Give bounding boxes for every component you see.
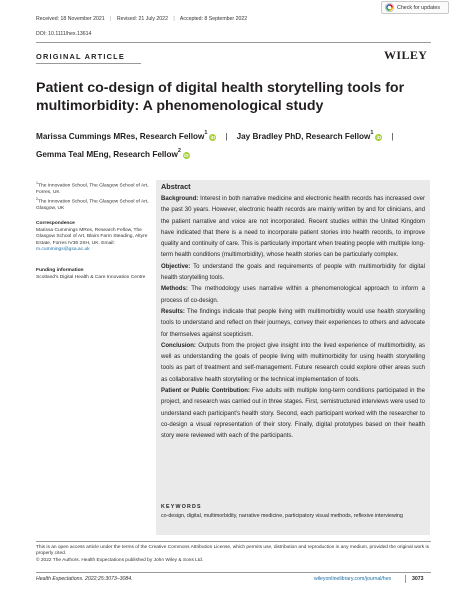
section-label: Results: — [161, 308, 185, 315]
article-type-rule — [36, 63, 141, 64]
author-list — [36, 128, 431, 163]
section-label: Background: — [161, 196, 199, 202]
abstract-methods — [161, 284, 425, 307]
journal-citation: Health Expectations. 2022;25:3073–3084. — [36, 576, 133, 582]
received-date: Received: 18 November 2021 — [36, 16, 105, 22]
section-text: Interest in both narrative medicine and electronic health records has increased over the past 30 years. However, electronic health records are mainly written by and for clinicians, and the patient narrative and voice are not incorporated. Recent studies within the United Kingdom have indicated that there is a need to incorporate patient stories into health records, to improve quality and continuity of care. This is particularly important when treating people with multiple long-term health conditions (multimorbidity), whose health stories can be particularly complex. — [161, 196, 426, 259]
abstract-heading: Abstract — [161, 182, 191, 191]
affiliation-number: 2 — [36, 197, 38, 201]
author-name: Marissa Cummings MRes, Research Fellow — [36, 132, 205, 141]
keywords-text: co-design, digital, multimorbidity, narrative medicine, participatory visual methods, reflexive interviewing — [161, 513, 403, 519]
funding-heading: Funding information — [36, 268, 84, 273]
author-name: Jay Bradley PhD, Research Fellow — [236, 132, 371, 141]
abstract-background — [161, 194, 425, 262]
accepted-date: Accepted: 8 September 2022 — [179, 16, 248, 22]
author-affil-ref: 1 — [370, 130, 374, 137]
publication-dates — [36, 16, 251, 22]
check-updates-label: Check for updates — [397, 4, 440, 11]
section-label: Conclusion: — [161, 342, 196, 349]
section-label: Objective: — [161, 263, 191, 270]
orcid-icon[interactable]: iD — [376, 135, 382, 140]
affiliation-text: The Innovation School, The Glasgow School of Art, Forres, UK — [36, 183, 149, 195]
correspondence-address: Marissa Cummings MRes, Research Fellow, The Glasgow School of Art, Blairs Farm Steading, Altyre Estate, Forres IV36 2SH, UK. — [36, 228, 148, 246]
section-text: Five adults with multiple long-term conditions participated in the project, and research was carried out in three stages. First, semistructured interviews were used to understand each participant's health story. Second, each participant worked with the researcher to co-design a visual representation of their story. Finally, digital prototypes based on their health story were reviewed with each of the participants. — [161, 388, 425, 440]
abstract-results — [161, 307, 425, 341]
orcid-icon[interactable]: iD — [210, 135, 216, 140]
funding-text: Scotland's Digital Health & Care Innovation Centre — [36, 275, 146, 280]
date-separator: | — [110, 16, 112, 22]
page-number: 3073 — [412, 576, 424, 582]
abstract-conclusion — [161, 341, 425, 386]
affiliation — [36, 183, 151, 196]
abstract-box — [156, 180, 430, 535]
affiliation — [36, 199, 151, 212]
section-label: Methods: — [161, 286, 188, 293]
correspondence-heading: Correspondence — [36, 221, 75, 226]
email-label: Email: — [101, 240, 115, 246]
author-name: Gemma Teal MEng, Research Fellow — [36, 149, 178, 159]
author-separator: | — [225, 132, 228, 141]
section-label: Patient or Public Contribution: — [161, 388, 250, 395]
license-rule — [36, 541, 431, 542]
keywords-heading: KEYWORDS — [161, 504, 202, 510]
author-affil-ref: 2 — [177, 147, 181, 154]
abstract-objective — [161, 262, 425, 285]
affiliation-text: The Innovation School, The Glasgow School of Art, Glasgow, UK — [36, 199, 149, 211]
publisher-logo: WILEY — [384, 48, 428, 62]
abstract-patient-contribution — [161, 386, 425, 442]
header-rule — [36, 42, 431, 43]
revised-date: Revised: 21 July 2022 — [116, 16, 168, 22]
correspondence-text — [36, 228, 151, 253]
article-type: ORIGINAL ARTICLE — [36, 52, 125, 61]
journal-url[interactable]: wileyonlinelibrary.com/journal/hex — [314, 576, 392, 582]
license-text: This is an open access article under the terms of the Creative Commons Attribution License, which permits use, distribution and reproduction in any medium, provided the original work is properly cited. — [36, 545, 430, 557]
email-link[interactable]: m.cummings@gsa.ac.uk — [36, 246, 90, 252]
section-text: To understand the goals and requirements of people with multimorbidity for digital health storytelling tools. — [161, 263, 425, 282]
author-separator: | — [391, 132, 394, 141]
affiliation-number: 1 — [36, 181, 38, 185]
author-affil-ref: 1 — [204, 130, 208, 137]
license-block — [36, 545, 431, 564]
footer-rule — [36, 572, 431, 573]
date-separator: | — [173, 16, 175, 22]
section-text: The findings indicate that people living with multimorbidity would use health storytelling tools to understand and reflect on their journeys, convey their experiences to others and advocate for themselves against scepticism. — [161, 308, 425, 338]
orcid-icon[interactable]: iD — [184, 152, 189, 158]
doi: DOI: 10.1111/hex.13614 — [36, 31, 92, 37]
footer-separator — [405, 575, 406, 583]
section-text: The methodology uses narrative within a phenomenological approach to inform a process of co-design. — [161, 286, 425, 304]
crossmark-icon — [385, 3, 394, 12]
check-updates-button[interactable] — [381, 1, 449, 14]
copyright-text: © 2022 The Authors. Health Expectations published by John Wiley & Sons Ltd. — [36, 557, 204, 563]
article-title: Patient co-design of digital health storytelling tools for multimorbidity: A phenomenological study — [36, 80, 405, 114]
section-text: Outputs from the project give insight into the lived experience of multimorbidity, as well as understanding the goals of people living with multimorbidity for using health storytelling tools as part of treatment and self-management. Future research could explore other areas such as collaborative health storytelling or the technical implementation of tools. — [161, 342, 425, 383]
